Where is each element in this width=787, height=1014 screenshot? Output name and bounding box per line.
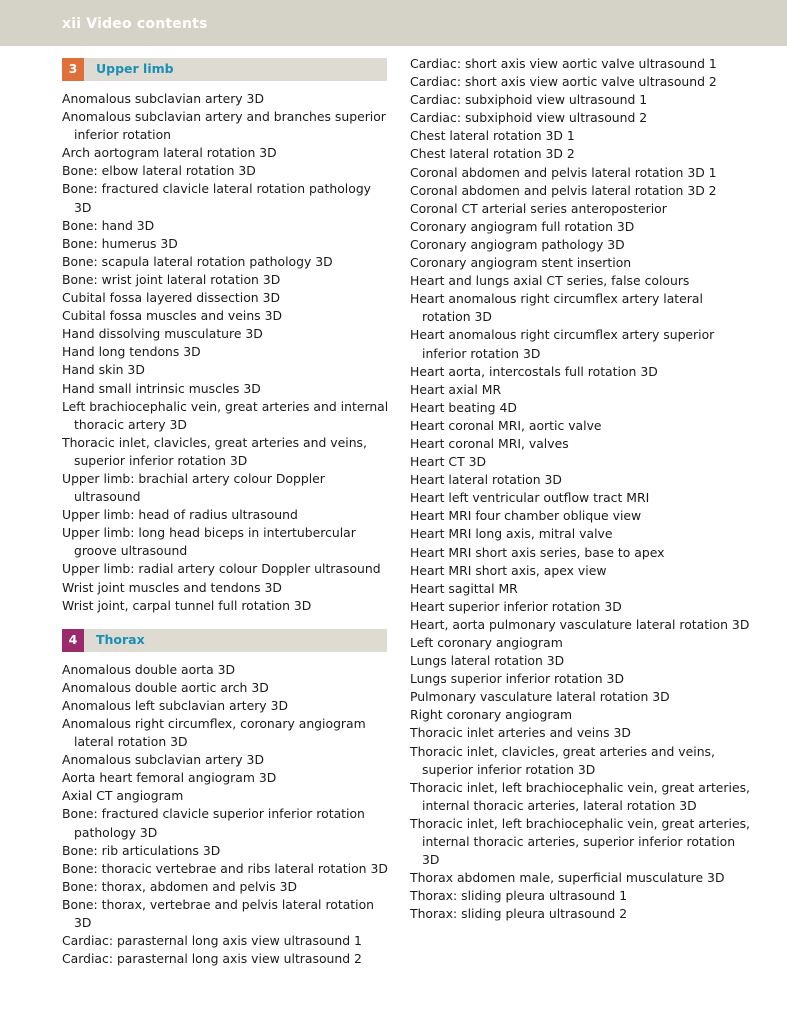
video-list-item: Bone: fractured clavicle lateral rotation pathology 3D xyxy=(62,181,372,215)
video-list-item: Cardiac: short axis view aortic valve ultrasound 1 xyxy=(410,56,717,71)
video-list-item: Heart MRI long axis, mitral valve xyxy=(410,526,613,542)
thorax-video-list-continued xyxy=(410,55,755,924)
video-list-item: Heart left ventricular outflow tract MRI xyxy=(410,490,650,506)
video-list-item: Heart axial MR xyxy=(410,381,502,397)
video-list-item: Bone: humerus 3D xyxy=(62,235,178,251)
video-list-item: Heart superior inferior rotation 3D xyxy=(410,598,622,614)
video-list-item: Bone: thoracic vertebrae and ribs lateral rotation 3D xyxy=(62,860,388,876)
video-list-item: Arch aortogram lateral rotation 3D xyxy=(62,145,277,161)
video-list-item: Bone: elbow lateral rotation 3D xyxy=(62,163,256,179)
video-list-item: Chest lateral rotation 3D 2 xyxy=(410,146,575,162)
right-column xyxy=(410,55,755,924)
video-list-item: Pulmonary vasculature lateral rotation 3D xyxy=(410,689,670,705)
video-list-item: Thoracic inlet, clavicles, great arteries and veins, superior inferior rotation 3D xyxy=(410,743,715,777)
video-list-item: Heart MRI four chamber oblique view xyxy=(410,508,642,524)
video-list-item: Hand small intrinsic muscles 3D xyxy=(62,380,261,396)
video-list-item: Anomalous subclavian artery 3D xyxy=(62,752,264,768)
section-header-upper-limb xyxy=(62,58,387,81)
video-list-item: Thorax abdomen male, superficial musculature 3D xyxy=(410,870,725,886)
video-list-item: Heart CT 3D xyxy=(410,454,487,470)
video-list-item: Bone: wrist joint lateral rotation 3D xyxy=(62,271,281,287)
video-list-item: Bone: thorax, vertebrae and pelvis lateral rotation 3D xyxy=(62,896,375,931)
video-list-item: Aorta heart femoral angiogram 3D xyxy=(62,770,277,786)
video-list-item: Coronary angiogram pathology 3D xyxy=(410,236,625,252)
video-list-item: Wrist joint, carpal tunnel full rotation 3D xyxy=(62,597,312,613)
video-list-item: Lungs lateral rotation 3D xyxy=(410,653,565,669)
video-list-item: Bone: hand 3D xyxy=(62,217,155,233)
video-list-item: Heart, aorta pulmonary vasculature lateral rotation 3D xyxy=(410,616,750,632)
video-list-item: Hand long tendons 3D xyxy=(62,344,201,360)
video-list-item: Bone: thorax, abdomen and pelvis 3D xyxy=(62,878,298,894)
video-list-item: Coronal abdomen and pelvis lateral rotation 3D 1 xyxy=(410,164,717,180)
video-list-item: Cardiac: subxiphoid view ultrasound 2 xyxy=(410,110,648,126)
video-list-item: Cardiac: short axis view aortic valve ultrasound 2 xyxy=(410,74,717,90)
video-list-item: Cubital fossa layered dissection 3D xyxy=(62,290,281,306)
video-list-item: Bone: rib articulations 3D xyxy=(62,842,221,858)
video-list-item: Hand dissolving musculature 3D xyxy=(62,326,263,342)
left-column xyxy=(62,58,392,968)
video-list-item: Anomalous subclavian artery 3D xyxy=(62,91,264,106)
video-list-item: Heart coronal MRI, aortic valve xyxy=(410,417,602,433)
thorax-video-list xyxy=(62,661,392,969)
video-list-item: Cubital fossa muscles and veins 3D xyxy=(62,308,283,324)
video-list-item: Left brachiocephalic vein, great arteries and internal thoracic artery 3D xyxy=(62,398,389,432)
video-list-item: Thoracic inlet arteries and veins 3D xyxy=(410,725,631,741)
video-list-item: Anomalous left subclavian artery 3D xyxy=(62,697,288,713)
video-list-item: Anomalous right circumflex, coronary angiogram lateral rotation 3D xyxy=(62,716,366,750)
video-list-item: Bone: scapula lateral rotation pathology 3D xyxy=(62,253,333,269)
video-list-item: Thoracic inlet, left brachiocephalic vein, great arteries, internal thoracic arteries, superior inferior rotation 3D xyxy=(410,815,750,868)
video-list-item: Bone: fractured clavicle superior inferior rotation pathology 3D xyxy=(62,806,365,840)
video-list-item: Chest lateral rotation 3D 1 xyxy=(410,128,575,144)
running-header: xii Video contents xyxy=(62,16,208,32)
video-list-item: Wrist joint muscles and tendons 3D xyxy=(62,579,282,595)
video-list-item: Anomalous subclavian artery and branches superior inferior rotation xyxy=(62,109,386,143)
video-list-item: Thoracic inlet, clavicles, great arteries and veins, superior inferior rotation 3D xyxy=(62,434,367,468)
video-list-item: Heart lateral rotation 3D xyxy=(410,472,562,488)
video-list-item: Heart sagittal MR xyxy=(410,580,518,596)
section-title: Thorax xyxy=(96,632,145,648)
video-list-item: Thorax: sliding pleura ultrasound 2 xyxy=(410,906,628,922)
video-list-item: Heart MRI short axis series, base to apex xyxy=(410,544,665,560)
section-title: Upper limb xyxy=(96,61,174,77)
video-list-item: Axial CT angiogram xyxy=(62,788,184,804)
video-list-item: Heart beating 4D xyxy=(410,399,517,415)
video-list-item: Cardiac: parasternal long axis view ultrasound 2 xyxy=(62,951,362,967)
video-list-item: Upper limb: long head biceps in intertubercular groove ultrasound xyxy=(62,525,356,559)
video-list-item: Coronal CT arterial series anteroposterior xyxy=(410,200,667,216)
video-list-item: Heart coronal MRI, valves xyxy=(410,435,569,451)
video-list-item: Upper limb: radial artery colour Doppler ultrasound xyxy=(62,561,381,577)
video-list-item: Heart aorta, intercostals full rotation 3D xyxy=(410,363,658,379)
video-list-item: Heart anomalous right circumflex artery lateral rotation 3D xyxy=(410,291,703,325)
video-list-item: Anomalous double aortic arch 3D xyxy=(62,679,269,695)
video-list-item: Thoracic inlet, left brachiocephalic vein, great arteries, internal thoracic arteries, lateral rotation 3D xyxy=(410,779,750,813)
video-list-item: Heart anomalous right circumflex artery superior inferior rotation 3D xyxy=(410,327,715,361)
video-list-item: Coronary angiogram stent insertion xyxy=(410,255,632,271)
video-list-item: Thorax: sliding pleura ultrasound 1 xyxy=(410,888,628,904)
video-list-item: Coronary angiogram full rotation 3D xyxy=(410,218,635,234)
section-number-badge: 4 xyxy=(62,629,84,652)
video-list-item: Upper limb: head of radius ultrasound xyxy=(62,507,298,523)
video-list-item: Heart MRI short axis, apex view xyxy=(410,562,607,578)
video-list-item: Cardiac: parasternal long axis view ultrasound 1 xyxy=(62,933,362,949)
video-list-item: Anomalous double aorta 3D xyxy=(62,661,236,677)
video-list-item: Left coronary angiogram xyxy=(410,635,563,650)
upper-limb-video-list xyxy=(62,90,392,615)
video-list-item: Heart and lungs axial CT series, false colours xyxy=(410,273,690,289)
video-list-item: Coronal abdomen and pelvis lateral rotation 3D 2 xyxy=(410,182,717,198)
video-list-item: Right coronary angiogram xyxy=(410,707,573,723)
video-list-item: Upper limb: brachial artery colour Doppler ultrasound xyxy=(62,470,325,505)
video-list-item: Hand skin 3D xyxy=(62,362,145,378)
section-number-badge: 3 xyxy=(62,58,84,81)
video-list-item: Cardiac: subxiphoid view ultrasound 1 xyxy=(410,92,648,108)
section-header-thorax xyxy=(62,629,387,652)
video-list-item: Lungs superior inferior rotation 3D xyxy=(410,671,624,687)
